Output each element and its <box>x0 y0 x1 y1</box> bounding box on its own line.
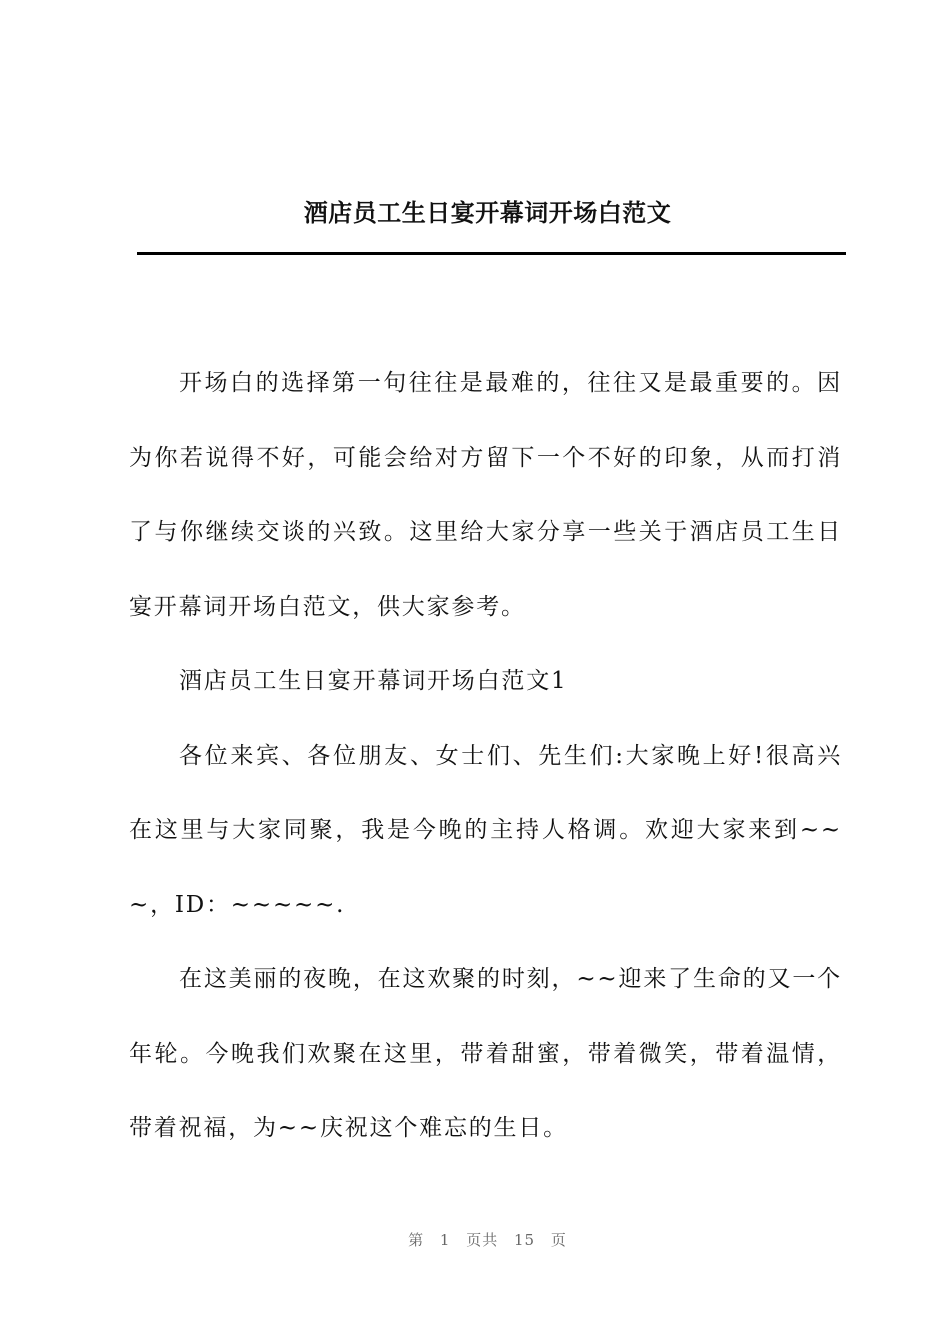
document-body <box>129 346 842 1166</box>
intro-paragraph: 开场白的选择第一句往往是最难的，往往又是最重要的。因为你若说得不好，可能会给对方留下一个不好的印象，从而打消了与你继续交谈的兴致。这里给大家分享一些关于酒店员工生日宴开幕词开场白范文，供大家参考。 <box>129 370 842 620</box>
birthday-paragraph: 在这美丽的夜晚，在这欢聚的时刻，~~迎来了生命的又一个年轮。今晚我们欢聚在这里，带着甜蜜，带着微笑，带着温情，带着祝福，为~~庆祝这个难忘的生日。 <box>129 966 842 1141</box>
section-heading: 酒店员工生日宴开幕词开场白范文1 <box>179 668 568 694</box>
greeting-paragraph: 各位来宾、各位朋友、女士们、先生们:大家晚上好!很高兴在这里与大家同聚，我是今晚的主持人格调。欢迎大家来到~~~，ID：~~~~~. <box>129 742 842 918</box>
title-divider <box>137 252 846 255</box>
page-number-footer: 第 1 页共 15 页 <box>408 1231 567 1249</box>
document-title: 酒店员工生日宴开幕词开场白范文 <box>303 198 672 227</box>
